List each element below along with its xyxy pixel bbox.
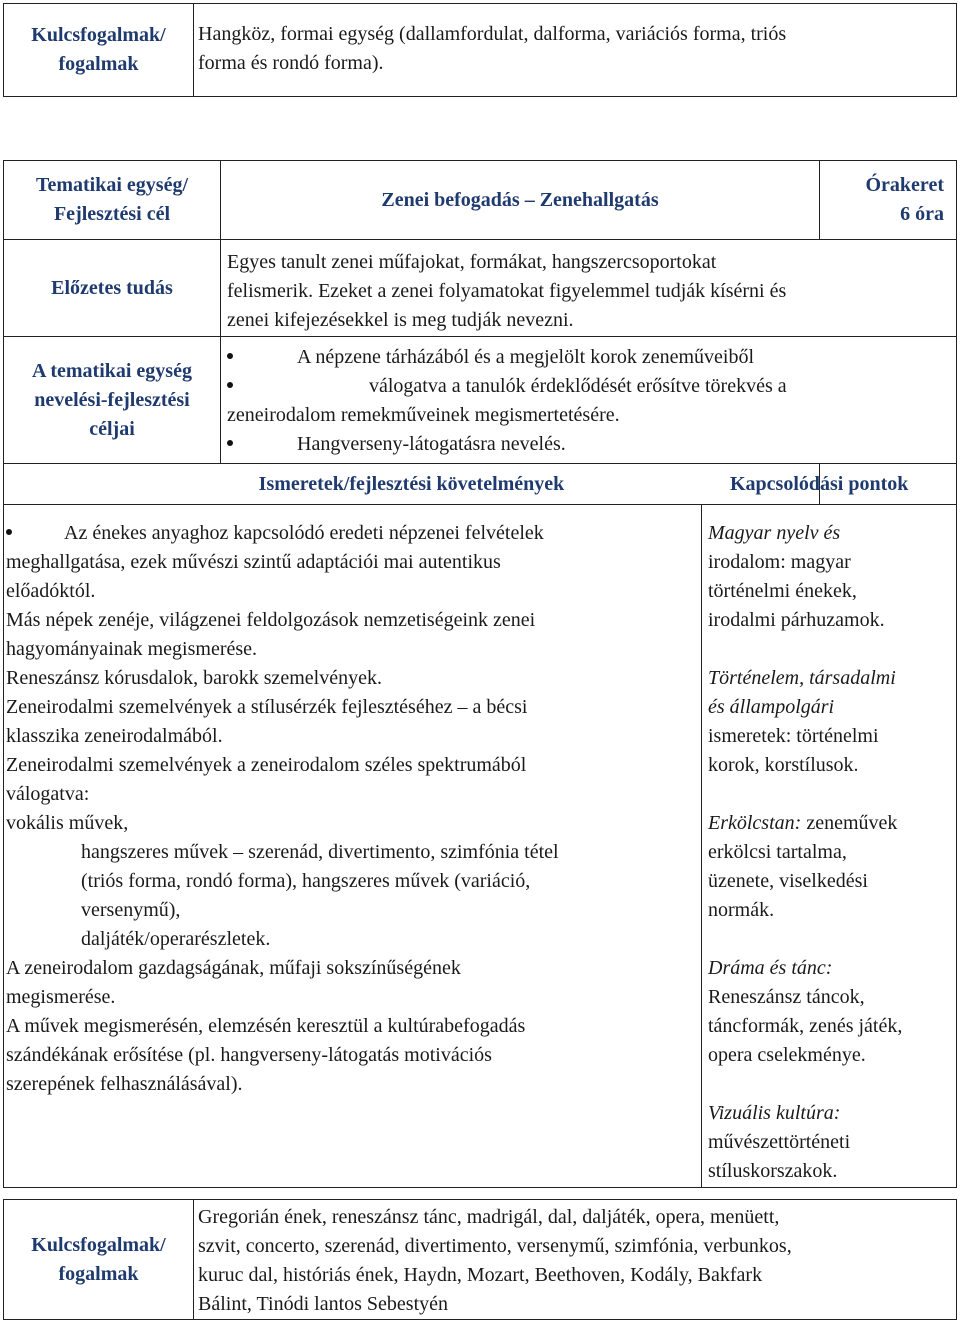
requirements-indented-line: daljáték/operarészletek. (81, 928, 271, 950)
requirements-line: meghallgatása, ezek művészi szintű adaptációi mai autentikus (6, 551, 501, 573)
connection-line: stíluskorszakok. (708, 1160, 838, 1182)
goals-item1-line1: A népzene tárházából és a megjelölt korok zeneműveiből (227, 343, 952, 372)
top-key-concepts-table (3, 3, 957, 97)
requirements-line: szerepének felhasználásával). (6, 1073, 243, 1095)
requirements-indented-line: hangszeres művek – szerenád, divertimento, szimfónia tétel (81, 841, 559, 863)
connection-subject: Történelem, társadalmi (708, 667, 896, 689)
hours-label: Órakeret (865, 174, 944, 196)
bullet-icon (6, 529, 12, 535)
connection-line: Reneszánsz táncok, (708, 986, 865, 1008)
connection-line: művészettörténeti (708, 1131, 851, 1153)
bottom-key-line: Bálint, Tinódi lantos Sebestyén (198, 1293, 449, 1315)
bullet-icon (227, 440, 233, 446)
bottom-key-line: szvit, concerto, szerenád, divertimento, versenymű, szimfónia, verbunkos, (198, 1235, 792, 1257)
goals-text (221, 337, 957, 464)
requirements-line: Az énekes anyaghoz kapcsolódó eredeti népzenei felvételek (6, 519, 696, 548)
requirements-line: előadóktól. (6, 580, 96, 602)
requirements-indented-line: versenymű), (81, 899, 181, 921)
bottom-key-line: Gregorián ének, reneszánsz tánc, madrigál, dal, daljáték, opera, menüett, (198, 1206, 780, 1228)
prior-text (221, 240, 957, 337)
connection-subject: Dráma és tánc: (708, 957, 833, 979)
connection-line: történelmi énekek, (708, 580, 857, 602)
top-key-label (4, 4, 194, 97)
unit-table (3, 160, 957, 505)
connection-subject: Magyar nyelv és (708, 522, 841, 544)
connection-line: korok, korstílusok. (708, 754, 859, 776)
connection-line: opera cselekménye. (708, 1044, 866, 1066)
unit-label-line1: Tematikai egység/ (35, 174, 189, 196)
connection-line: erkölcsi tartalma, (708, 841, 847, 863)
requirements-indented-line: (triós forma, rondó forma), hangszeres művek (variáció, (81, 870, 531, 892)
bullet-icon (227, 353, 233, 359)
prior-line: Egyes tanult zenei műfajokat, formákat, hangszercsoportokat (227, 251, 717, 273)
bottom-key-concepts-table (3, 1199, 957, 1320)
requirements-line: szándékának erősítése (pl. hangverseny-látogatás motivációs (6, 1044, 492, 1066)
top-key-text-line2: forma és rondó forma). (198, 52, 384, 74)
prior-label-text: Előzetes tudás (51, 276, 173, 299)
requirements-line: megismerése. (6, 986, 116, 1008)
requirements-line: A művek megismerésén, elemzésén keresztül a kultúrabefogadás (6, 1015, 526, 1037)
connection-line: normák. (708, 899, 775, 921)
requirements-header-text: Ismeretek/fejlesztési követelmények (258, 472, 565, 495)
goals-item2: Hangverseny-látogatásra nevelés. (227, 430, 952, 459)
requirements-line: Zeneirodalmi szemelvények a zeneirodalom széles spektrumából (6, 754, 527, 776)
unit-title-text: Zenei befogadás – Zenehallgatás (381, 188, 659, 211)
connections-header (730, 464, 957, 505)
unit-title (221, 161, 820, 240)
bottom-key-line: kuruc dal, históriás ének, Haydn, Mozart, Beethoven, Kodály, Bakfark (198, 1264, 763, 1286)
bullet-icon (227, 382, 233, 388)
connection-subject: Erkölcstan: (708, 812, 802, 834)
requirements-line: klasszika zeneirodalmából. (6, 725, 223, 747)
requirements-header (4, 464, 820, 505)
connection-line: zeneművek (801, 812, 898, 834)
top-key-text-line1: Hangköz, formai egység (dallamfordulat, dalforma, variációs forma, triós (198, 23, 787, 45)
prior-label (4, 240, 221, 337)
connection-line: irodalmi párhuzamok. (708, 609, 885, 631)
requirements-line: válogatva: (6, 783, 90, 805)
requirements-body (6, 519, 696, 1099)
hours-cell (820, 161, 957, 240)
requirements-line: Reneszánsz kórusdalok, barokk szemelvények. (6, 667, 382, 689)
prior-line: zenei kifejezésekkel is meg tudják nevezni. (227, 309, 574, 331)
connection-subject: és állampolgári (708, 696, 835, 718)
connection-line: ismeretek: történelmi (708, 725, 879, 747)
connection-line: irodalom: magyar (708, 551, 851, 573)
prior-line: felismerik. Ezeket a zenei folyamatokat figyelemmel tudják kísérni és (227, 280, 787, 302)
bottom-key-label-line1: Kulcsfogalmak/ (31, 1233, 166, 1256)
top-key-label-line1: Kulcsfogalmak/ (31, 24, 166, 46)
connection-line: táncformák, zenés játék, (708, 1015, 903, 1037)
unit-label (4, 161, 221, 240)
requirements-line: vokális művek, (6, 812, 129, 834)
top-key-text (194, 4, 957, 97)
goals-label-line3: céljai (89, 417, 135, 440)
top-key-label-line2: fogalmak (58, 53, 139, 75)
requirements-line: Más népek zenéje, világzenei feldolgozások nemzetiségeink zenei (6, 609, 536, 631)
hours-value: 6 óra (900, 203, 944, 225)
goals-label (4, 337, 221, 464)
goals-item1-line2: válogatva a tanulók érdeklődését erősítve törekvés a (227, 372, 952, 401)
goals-item1-line3: zeneirodalom remekműveinek megismertetésére. (227, 404, 620, 426)
bottom-key-label-line2: fogalmak (58, 1262, 139, 1285)
unit-label-line2: Fejlesztési cél (53, 203, 171, 225)
requirements-line: hagyományainak megismerése. (6, 638, 258, 660)
goals-label-line1: A tematikai egység (32, 359, 192, 382)
requirements-line: A zeneirodalom gazdagságának, műfaji sokszínűségének (6, 957, 461, 979)
connections-body (708, 519, 954, 1186)
bottom-key-text (194, 1200, 957, 1320)
bottom-key-label (4, 1200, 194, 1320)
connections-header-text: Kapcsolódási pontok (730, 472, 909, 495)
requirements-line: Zeneirodalmi szemelvények a stílusérzék fejlesztéséhez – a bécsi (6, 696, 528, 718)
goals-label-line2: nevelési-fejlesztési (34, 388, 190, 411)
connection-line: üzenete, viselkedési (708, 870, 868, 892)
requirements-row (3, 505, 957, 1188)
connection-subject: Vizuális kultúra: (708, 1102, 841, 1124)
column-divider (701, 505, 702, 1187)
connection-subject-line (708, 809, 954, 838)
